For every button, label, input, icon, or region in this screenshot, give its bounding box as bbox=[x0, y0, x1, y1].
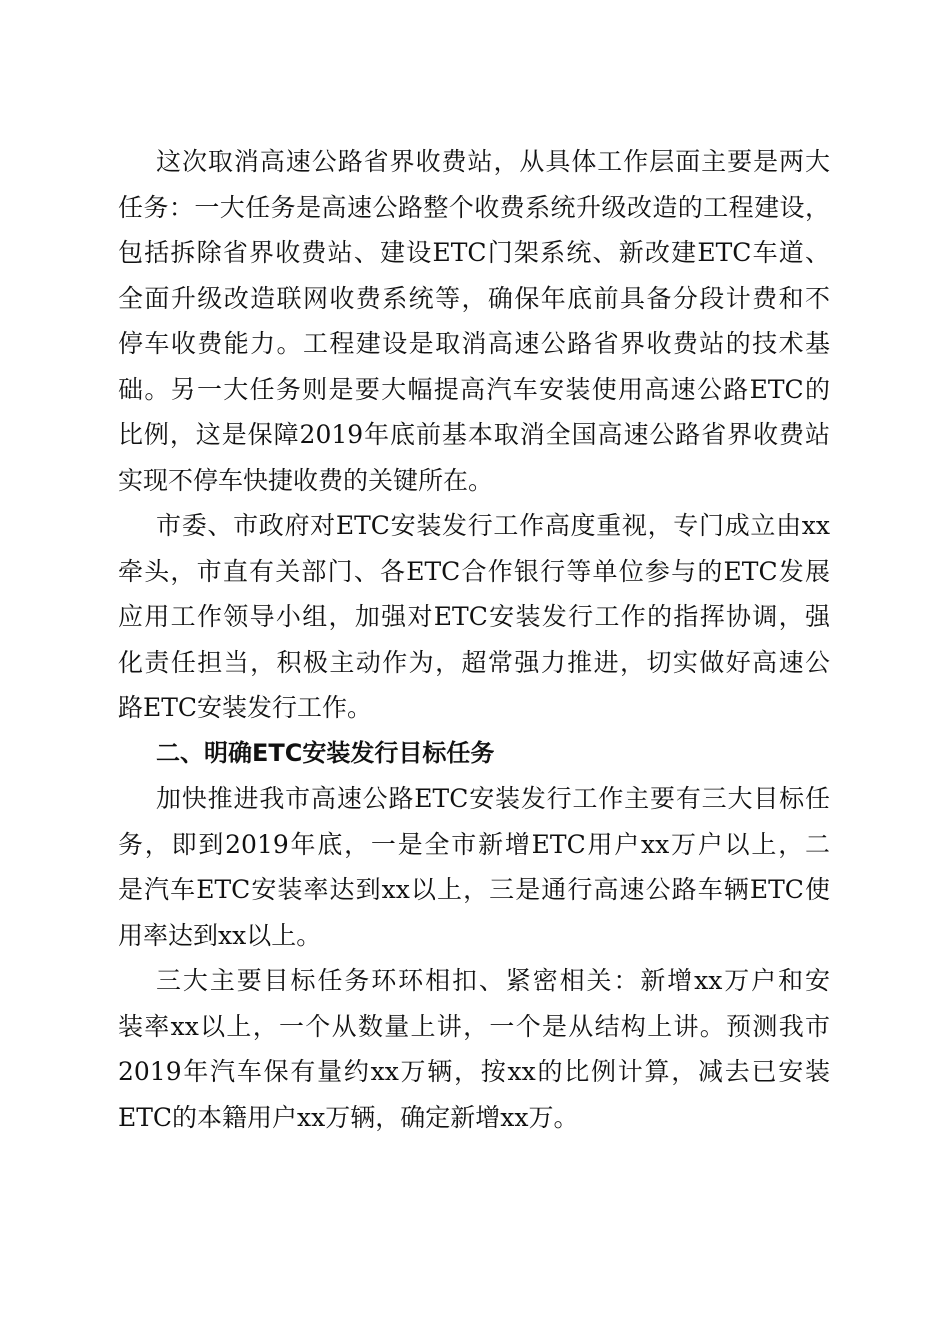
text-line: 务，即到2019年底，一是全市新增ETC用户xx万户以上，二 bbox=[118, 829, 830, 859]
text-line: 应用工作领导小组，加强对ETC安装发行工作的指挥协调，强 bbox=[118, 602, 830, 631]
paragraph-leadership-group bbox=[118, 503, 830, 731]
text-line: 停车收费能力。工程建设是取消高速公路省界收费站的技术基 bbox=[118, 329, 830, 358]
text-line: 这次取消高速公路省界收费站，从具体工作层面主要是两大 bbox=[156, 147, 830, 176]
text-line: 牵头，市直有关部门、各ETC合作银行等单位参与的ETC发展 bbox=[118, 556, 830, 586]
text-line: 础。另一大任务则是要大幅提高汽车安装使用高速公路ETC的 bbox=[118, 374, 830, 404]
text-line: 路ETC安装发行工作。 bbox=[118, 693, 373, 722]
text-line: 全面升级改造联网收费系统等，确保年底前具备分段计费和不 bbox=[118, 283, 830, 313]
text-line: 是汽车ETC安装率达到xx以上，三是通行高速公路车辆ETC使 bbox=[118, 875, 830, 904]
text-line: 装率xx以上，一个从数量上讲，一个是从结构上讲。预测我市 bbox=[118, 1011, 830, 1041]
section-heading: 二、明确ETC安装发行目标任务 bbox=[156, 738, 495, 767]
paragraph-ping-toll-tasks bbox=[118, 139, 830, 503]
text-line: 比例，这是保障2019年底前基本取消全国高速公路省界收费站 bbox=[118, 420, 830, 449]
text-line: 2019年汽车保有量约xx万辆，按xx的比例计算，减去已安装 bbox=[118, 1057, 830, 1086]
document-body bbox=[118, 139, 830, 1140]
text-line: 三大主要目标任务环环相扣、紧密相关：新增xx万户和安 bbox=[156, 966, 830, 995]
text-line: 加快推进我市高速公路ETC安装发行工作主要有三大目标任 bbox=[156, 784, 830, 813]
text-line: 实现不停车快捷收费的关键所在。 bbox=[118, 465, 494, 495]
text-line: 用率达到xx以上。 bbox=[118, 920, 322, 950]
text-line: 化责任担当，积极主动作为，超常强力推进，切实做好高速公 bbox=[118, 647, 830, 677]
paragraph-target-relations bbox=[118, 958, 830, 1140]
text-line: 任务：一大任务是高速公路整个收费系统升级改造的工程建设， bbox=[118, 192, 830, 222]
text-line: ETC的本籍用户xx万辆，确定新增xx万。 bbox=[118, 1102, 579, 1132]
paragraph-three-targets bbox=[118, 776, 830, 958]
text-line: 市委、市政府对ETC安装发行工作高度重视，专门成立由xx bbox=[156, 511, 830, 540]
text-line: 包括拆除省界收费站、建设ETC门架系统、新改建ETC车道、 bbox=[118, 238, 830, 267]
